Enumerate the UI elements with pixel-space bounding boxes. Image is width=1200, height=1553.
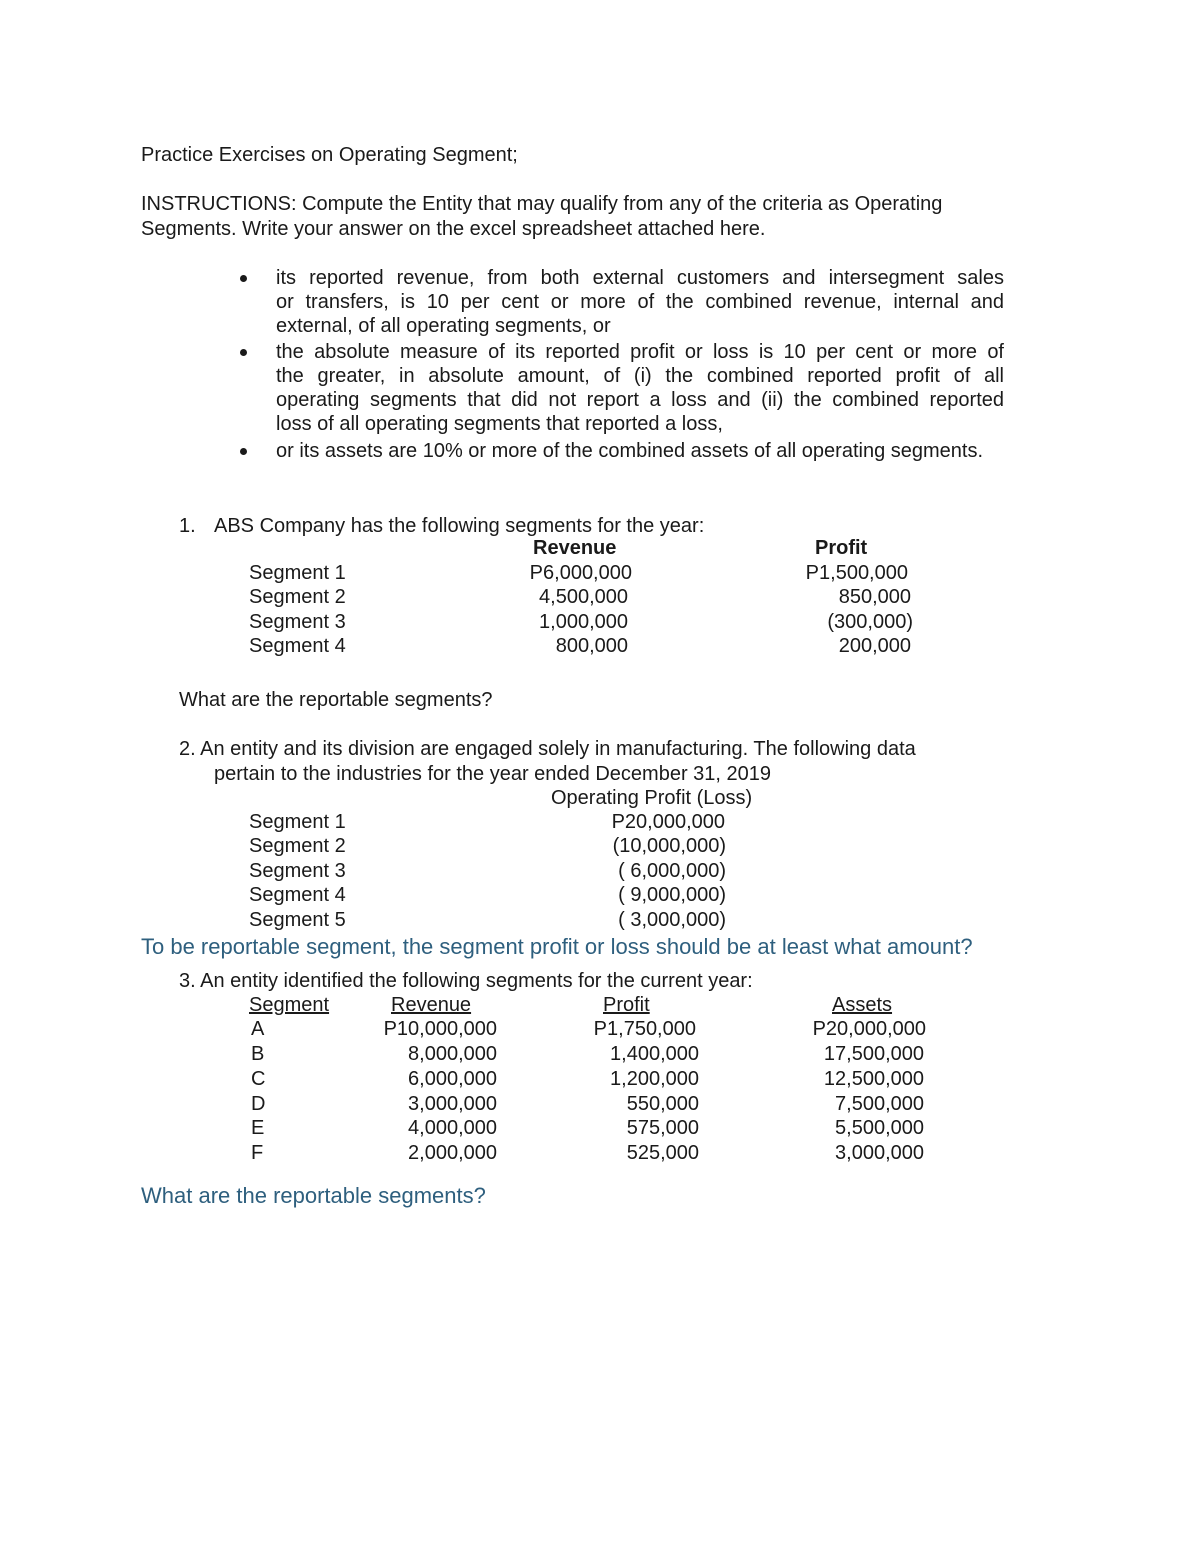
profit-value: 1,200,000 <box>610 1068 699 1090</box>
q1-number: 1. <box>179 515 196 537</box>
segment-label: Segment 3 <box>249 611 346 633</box>
profit-value: 1,400,000 <box>610 1043 699 1065</box>
operating-profit-value: ( 6,000,000) <box>618 860 726 882</box>
q2-line-1: 2. An entity and its division are engaged solely in manufacturing. The following data <box>179 738 916 760</box>
q1-header-profit: Profit <box>815 537 868 559</box>
segment-label: Segment 1 <box>249 562 346 584</box>
segment-label: A <box>251 1018 265 1040</box>
assets-value: 7,500,000 <box>835 1093 924 1115</box>
revenue-value: 6,000,000 <box>408 1068 497 1090</box>
segment-label: D <box>251 1093 266 1115</box>
bullet-icon <box>240 275 247 282</box>
bullet-icon <box>240 349 247 356</box>
q2-header: Operating Profit (Loss) <box>551 787 753 809</box>
segment-label: Segment 4 <box>249 884 346 906</box>
profit-value: 200,000 <box>838 635 911 657</box>
q1-header-revenue: Revenue <box>533 537 617 559</box>
segment-label: C <box>251 1068 266 1090</box>
segment-label: Segment 2 <box>249 586 346 608</box>
q3-text: 3. An entity identified the following segments for the current year: <box>179 970 753 992</box>
operating-profit-value: (10,000,000) <box>612 835 726 857</box>
bullet-icon <box>240 448 247 455</box>
revenue-value: 4,500,000 <box>539 586 628 608</box>
q3-header-segment: Segment <box>249 994 330 1016</box>
page-title: Practice Exercises on Operating Segment; <box>141 144 518 166</box>
segment-label: Segment 2 <box>249 835 346 857</box>
q1-question: What are the reportable segments? <box>179 689 493 711</box>
criteria-line: the greater, in absolute amount, of (i) the combined reported profit of all <box>276 365 1004 387</box>
assets-value: 17,500,000 <box>823 1043 924 1065</box>
profit-value: 550,000 <box>626 1093 699 1115</box>
revenue-value: 8,000,000 <box>408 1043 497 1065</box>
instructions-line-1: INSTRUCTIONS: Compute the Entity that may qualify from any of the criteria as Operating <box>141 193 943 215</box>
q2-line-2: pertain to the industries for the year ended December 31, 2019 <box>214 763 772 785</box>
revenue-value: P10,000,000 <box>383 1018 497 1040</box>
operating-profit-value: P20,000,000 <box>611 811 725 833</box>
revenue-value: 2,000,000 <box>408 1142 497 1164</box>
revenue-value: 800,000 <box>555 635 628 657</box>
profit-value: 575,000 <box>626 1117 699 1139</box>
revenue-value: P6,000,000 <box>529 562 632 584</box>
assets-value: 12,500,000 <box>823 1068 924 1090</box>
profit-value: 525,000 <box>626 1142 699 1164</box>
assets-value: 5,500,000 <box>835 1117 924 1139</box>
criteria-line: loss of all operating segments that reported a loss, <box>276 413 723 435</box>
revenue-value: 4,000,000 <box>408 1117 497 1139</box>
revenue-value: 3,000,000 <box>408 1093 497 1115</box>
profit-value: (300,000) <box>827 611 913 633</box>
criteria-line: operating segments that did not report a loss and (ii) the combined reported <box>276 389 1004 411</box>
profit-value: 850,000 <box>838 586 911 608</box>
segment-label: F <box>251 1142 264 1164</box>
segment-label: Segment 3 <box>249 860 346 882</box>
segment-label: B <box>251 1043 265 1065</box>
q3-header-profit: Profit <box>603 994 650 1016</box>
q1-text: ABS Company has the following segments for the year: <box>214 515 705 537</box>
operating-profit-value: ( 3,000,000) <box>618 909 726 931</box>
segment-label: Segment 4 <box>249 635 346 657</box>
operating-profit-value: ( 9,000,000) <box>618 884 726 906</box>
q2-question: To be reportable segment, the segment profit or loss should be at least what amount? <box>141 934 973 959</box>
profit-value: P1,500,000 <box>805 562 908 584</box>
q3-header-revenue: Revenue <box>391 994 472 1016</box>
criteria-line: or transfers, is 10 per cent or more of the combined revenue, internal and <box>276 291 1004 313</box>
assets-value: 3,000,000 <box>835 1142 924 1164</box>
profit-value: P1,750,000 <box>593 1018 696 1040</box>
q3-question: What are the reportable segments? <box>141 1183 486 1208</box>
assets-value: P20,000,000 <box>812 1018 926 1040</box>
criteria-line: its reported revenue, from both external customers and intersegment sales <box>276 267 1004 289</box>
criteria-line: or its assets are 10% or more of the combined assets of all operating segments. <box>276 440 984 462</box>
criteria-line: the absolute measure of its reported profit or loss is 10 per cent or more of <box>276 341 1004 363</box>
criteria-line: external, of all operating segments, or <box>276 315 611 337</box>
segment-label: E <box>251 1117 265 1139</box>
segment-label: Segment 5 <box>249 909 346 931</box>
instructions-line-2: Segments. Write your answer on the excel spreadsheet attached here. <box>141 218 766 240</box>
q3-header-assets: Assets <box>832 994 893 1016</box>
revenue-value: 1,000,000 <box>539 611 628 633</box>
segment-label: Segment 1 <box>249 811 346 833</box>
